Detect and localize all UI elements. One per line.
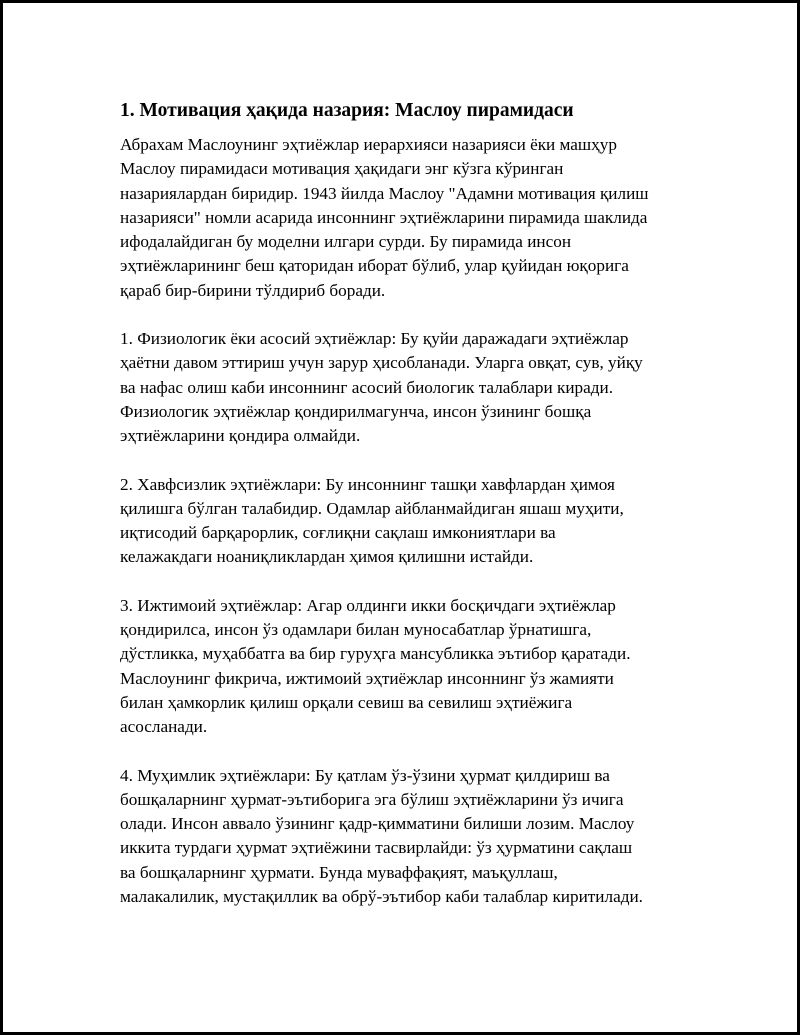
text-line: қондирилса, инсон ўз одамлари билан муносабатлар ўрнатишга, — [120, 620, 592, 640]
text-line: назарияси" номли асарида инсоннинг эҳтиёжларини пирамида шаклида — [120, 207, 648, 227]
text-line: қараб бир-бирини тўлдириб боради. — [120, 280, 386, 300]
text-line: 1. Физиологик ёки асосий эҳтиёжлар: Бу қуйи даражадаги эҳтиёжлар — [120, 329, 629, 349]
document-body — [120, 99, 700, 933]
esteem-needs-paragraph — [120, 764, 700, 910]
text-line: Физиологик эҳтиёжлар қондирилмагунча, инсон ўзининг бошқа — [120, 401, 592, 421]
text-line: назариялардан биридир. 1943 йилда Маслоу "Адамни мотивация қилиш — [120, 183, 649, 203]
text-line: малакалилик, мустақиллик ва обрў-эътибор каби талаблар киритилади. — [120, 887, 643, 907]
social-needs-paragraph — [120, 594, 700, 740]
text-line: иқтисодий барқарорлик, соғлиқни сақлаш имкониятлари ва — [120, 523, 556, 543]
text-line: бошқаларнинг ҳурмат-эътиборига эга бўлиш эҳтиёжларини ўз ичига — [120, 789, 624, 809]
text-line: 2. Хавфсизлик эҳтиёжлари: Бу инсоннинг ташқи хавфлардан ҳимоя — [120, 474, 615, 494]
physiological-needs-paragraph — [120, 327, 700, 448]
text-line: Маслоу пирамидаси мотивация ҳақидаги энг кўзга кўринган — [120, 159, 564, 179]
text-line: эҳтиёжларининг беш қаторидан иборат бўлиб, улар қуйидан юқорига — [120, 256, 629, 276]
intro-paragraph — [120, 133, 700, 303]
text-line: эҳтиёжларини қондира олмайди. — [120, 426, 361, 446]
text-line: Абрахам Маслоунинг эҳтиёжлар иерархияси назарияси ёки машҳур — [120, 135, 617, 154]
safety-needs-paragraph — [120, 473, 700, 570]
text-line: иккита турдаги ҳурмат эҳтиёжини тасвирлайди: ўз ҳурматини сақлаш — [120, 838, 633, 858]
text-line: Маслоунинг фикрича, ижтимоий эҳтиёжлар инсоннинг ўз жамияти — [120, 668, 614, 688]
text-line: 4. Муҳимлик эҳтиёжлари: Бу қатлам ўз-ўзини ҳурмат қилдириш ва — [120, 765, 610, 785]
text-line: асосланади. — [120, 717, 208, 737]
text-line: ва бошқаларнинг ҳурмати. Бунда муваффақият, маъқуллаш, — [120, 862, 558, 882]
text-line: 3. Ижтимоий эҳтиёжлар: Агар олдинги икки босқичдаги эҳтиёжлар — [120, 595, 616, 615]
section-title: 1. Мотивация ҳақида назария: Маслоу пирамидаси — [120, 100, 574, 121]
text-line: ифодалайдиган бу моделни илгари сурди. Бу пирамида инсон — [120, 232, 572, 252]
text-line: ҳаётни давом эттириш учун зарур ҳисобланади. Уларга овқат, сув, уйқу — [120, 353, 643, 373]
text-line: дўстликка, муҳаббатга ва бир гуруҳга мансубликка эътибор қаратади. — [120, 644, 631, 664]
text-line: қилишга бўлган талабидир. Одамлар айбланмайдиган яшаш муҳити, — [120, 498, 624, 518]
text-line: келажакдаги ноаниқликлардан ҳимоя қилишни истайди. — [120, 547, 534, 567]
text-line: билан ҳамкорлик қилиш орқали севиш ва севилиш эҳтиёжига — [120, 692, 573, 712]
text-line: ва нафас олиш каби инсоннинг асосий биологик талаблари киради. — [120, 377, 614, 397]
text-line: олади. Инсон аввало ўзининг қадр-қимматини билиши лозим. Маслоу — [120, 814, 635, 834]
